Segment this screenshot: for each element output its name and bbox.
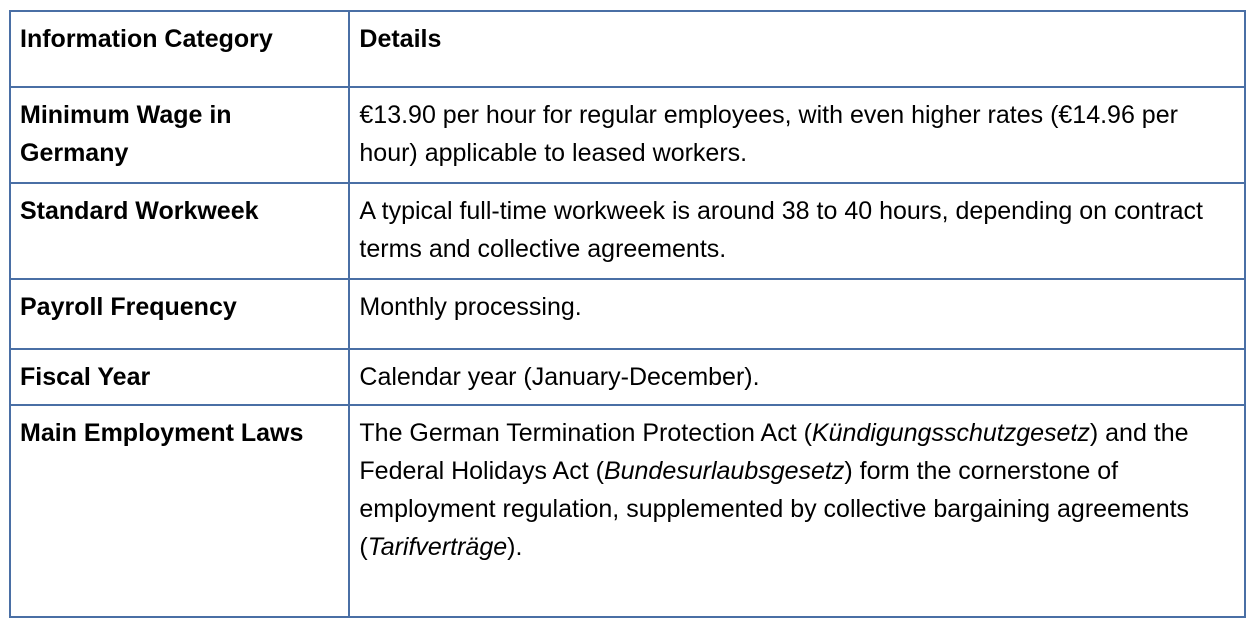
category-cell: Standard Workweek <box>10 183 349 279</box>
table-container <box>9 10 1246 618</box>
details-text: ) and the Federal Holidays Act ( <box>359 419 1189 485</box>
table-row <box>10 405 1245 617</box>
law-name-italic: Kündigungsschutzgesetz <box>811 419 1090 447</box>
details-cell: Calendar year (January-December). <box>349 349 1245 405</box>
category-cell: Payroll Frequency <box>10 279 349 349</box>
details-text: The German Termination Protection Act ( <box>359 419 812 447</box>
table-header-row <box>10 11 1245 87</box>
details-text: ) form the cornerstone of employment regulation, supplemented by collective bargaining agreements ( <box>359 457 1190 561</box>
table-row <box>10 279 1245 349</box>
law-name-italic: Tarifverträge <box>367 533 508 561</box>
column-header-category: Information Category <box>10 11 349 87</box>
category-cell: Fiscal Year <box>10 349 349 405</box>
details-cell: A typical full-time workweek is around 38 to 40 hours, depending on contract terms and collective agreements. <box>349 183 1245 279</box>
details-cell: Monthly processing. <box>349 279 1245 349</box>
info-table <box>9 10 1246 618</box>
details-cell <box>349 405 1245 617</box>
details-cell: €13.90 per hour for regular employees, with even higher rates (€14.96 per hour) applicable to leased workers. <box>349 87 1245 183</box>
details-text: ). <box>507 533 523 561</box>
law-name-italic: Bundesurlaubsgesetz <box>603 457 845 485</box>
table-row <box>10 349 1245 405</box>
table-row <box>10 87 1245 183</box>
category-cell: Main Employment Laws <box>10 405 349 617</box>
table-row <box>10 183 1245 279</box>
category-cell: Minimum Wage in Germany <box>10 87 349 183</box>
column-header-details: Details <box>349 11 1245 87</box>
